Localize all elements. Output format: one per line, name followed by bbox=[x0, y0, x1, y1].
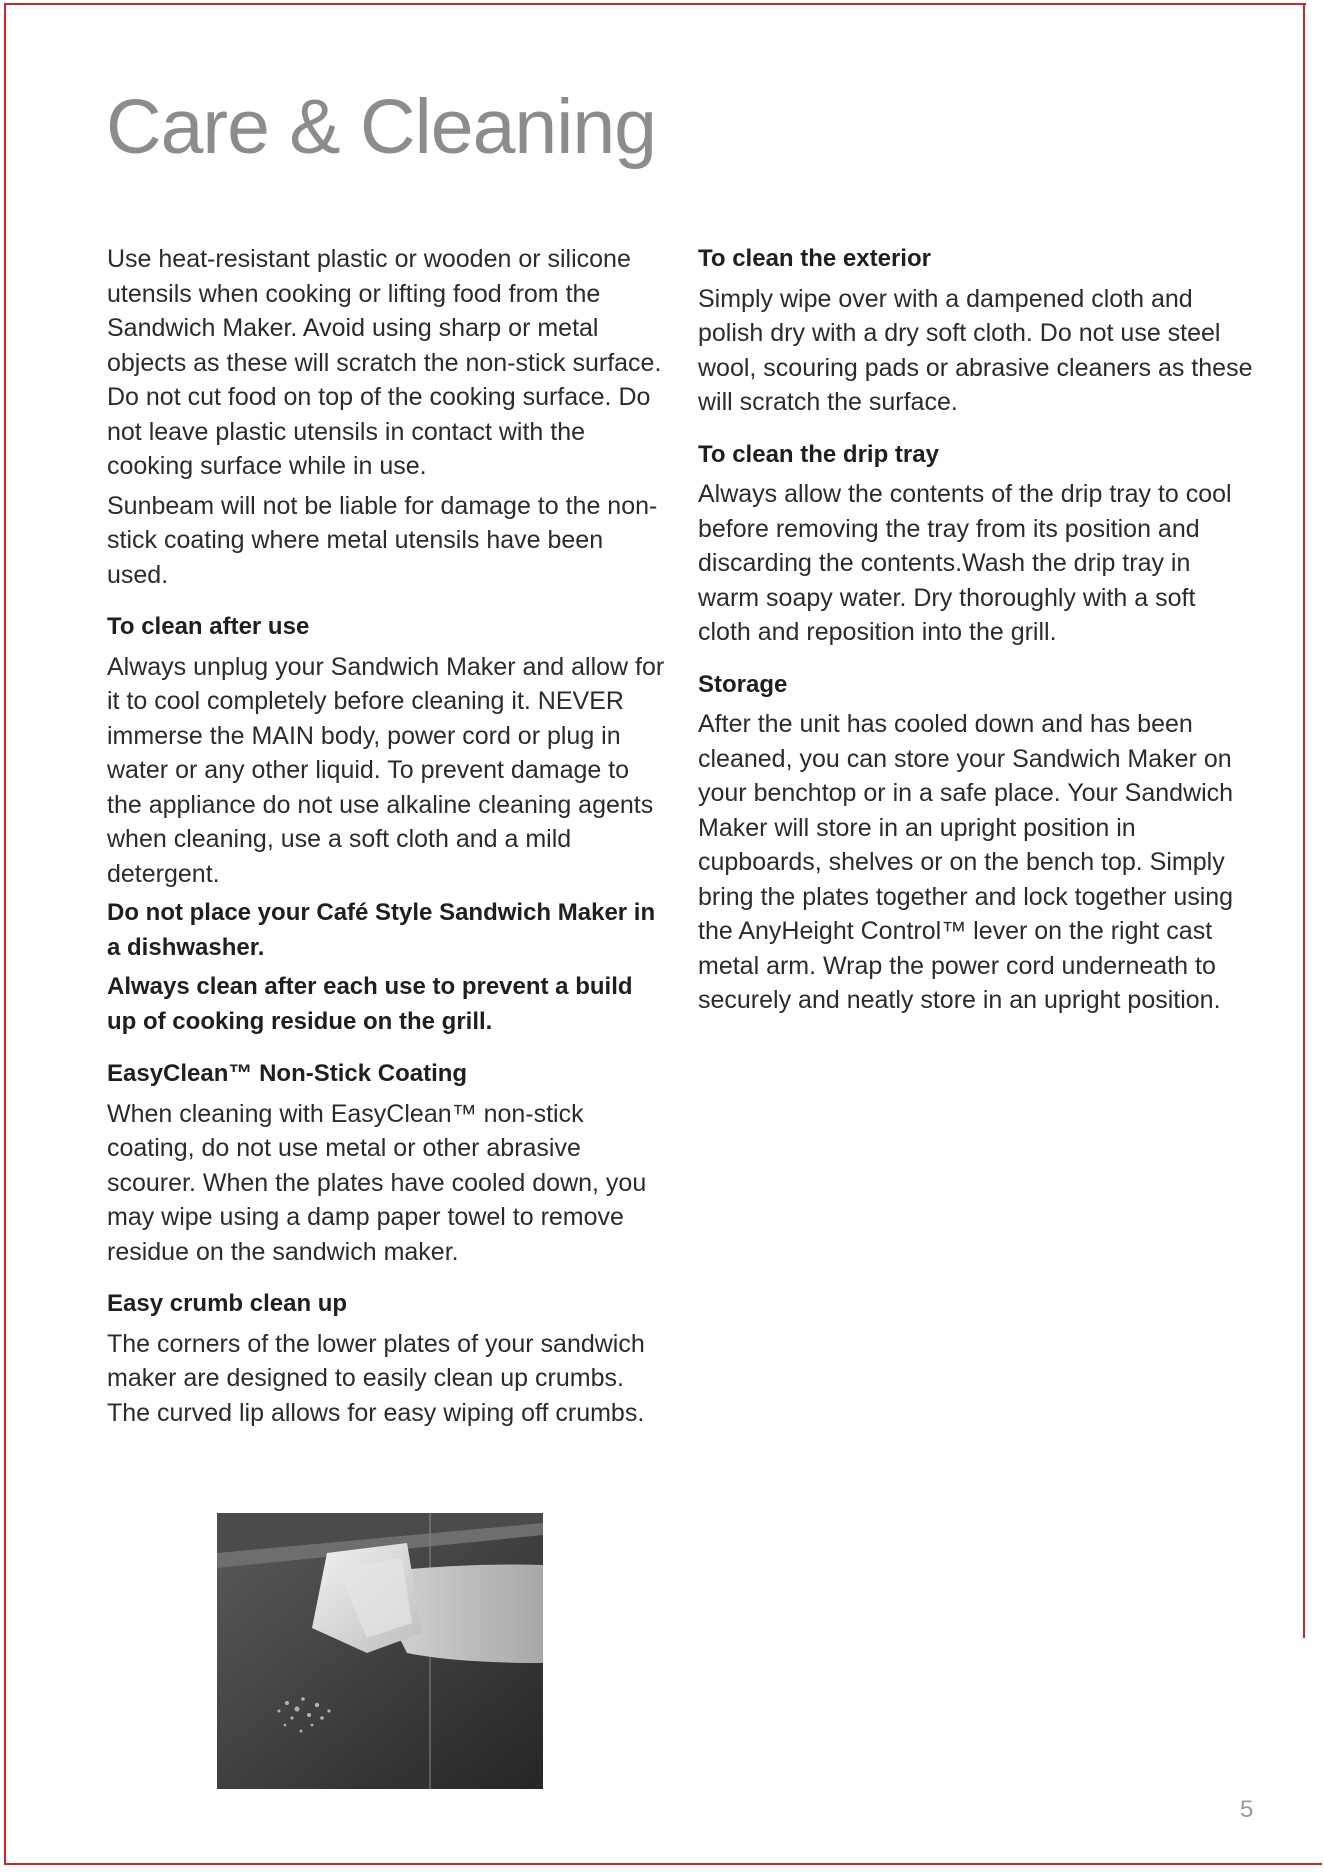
storage-heading: Storage bbox=[698, 670, 788, 698]
storage-body: After the unit has cooled down and has been cleaned, you can store your Sandwich Maker on your benchtop or in a safe place. Your Sandwich Maker will store in an upright position in cupboards, shelves or on the bench top. Simply bring the plates together and lock together using the AnyHeight Control™ lever on the right cast metal arm. Wrap the power cord underneath to securely and neatly store in an upright position. bbox=[698, 710, 1234, 1014]
crumb-body: The corners of the lower plates of your sandwich maker are designed to easily clean up crumbs. The curved lip allows for easy wiping off crumbs. bbox=[107, 1329, 645, 1427]
easyclean-heading: EasyClean™ Non-Stick Coating bbox=[107, 1060, 468, 1087]
exterior-body: Simply wipe over with a dampened cloth and polish dry with a dry soft cloth. Do not use steel wool, scouring pads or abrasive cleaners as these will scratch the surface. bbox=[698, 284, 1253, 416]
after-use-heading: To clean after use bbox=[107, 613, 310, 640]
drip-tray-heading: To clean the drip tray bbox=[698, 440, 939, 468]
intro-paragraph: Use heat-resistant plastic or wooden or silicone utensils when cooking or lifting food from the Sandwich Maker. Avoid using sharp or metal objects as these will scratch the non-stick surface. Do not cut food on top of the cooking surface. Do not leave plastic utensils in contact with the cooking surface while in use. bbox=[107, 245, 662, 480]
exterior-heading: To clean the exterior bbox=[698, 245, 931, 272]
easyclean-body: When cleaning with EasyClean™ non-stick coating, do not use metal or other abrasive scourer. When the plates have cooled down, you may wipe using a damp paper towel to remove residue on the sandwich maker. bbox=[107, 1099, 647, 1266]
page-border-right bbox=[1303, 3, 1305, 1638]
page-border-bottom bbox=[4, 1863, 1322, 1865]
page-border-top bbox=[4, 3, 1306, 5]
left-column bbox=[107, 242, 667, 1430]
liability-paragraph: Sunbeam will not be liable for damage to the non-stick coating where metal utensils have been used. bbox=[107, 491, 658, 589]
right-column bbox=[698, 242, 1253, 1018]
cleaning-photo bbox=[217, 1513, 543, 1789]
page-number: 5 bbox=[1240, 1796, 1254, 1823]
after-use-body: Always unplug your Sandwich Maker and allow for it to cool completely before cleaning it. NEVER immerse the MAIN body, power cord or plug in water or any other liquid. To prevent damage to the appliance do not use alkaline cleaning agents when cleaning, use a soft cloth and a mild detergent. bbox=[107, 652, 665, 888]
crumb-heading: Easy crumb clean up bbox=[107, 1290, 348, 1317]
page-border-left bbox=[4, 3, 6, 1864]
residue-warning: Always clean after each use to prevent a build up of cooking residue on the grill. bbox=[107, 973, 633, 1035]
page-title: Care & Cleaning bbox=[106, 84, 656, 170]
dishwasher-warning: Do not place your Café Style Sandwich Maker in a dishwasher. bbox=[107, 899, 656, 961]
cleaning-photo-illustration bbox=[217, 1513, 543, 1789]
drip-tray-body: Always allow the contents of the drip tray to cool before removing the tray from its position and discarding the contents.Wash the drip tray in warm soapy water. Dry thoroughly with a soft cloth and reposition into the grill. bbox=[698, 480, 1232, 646]
